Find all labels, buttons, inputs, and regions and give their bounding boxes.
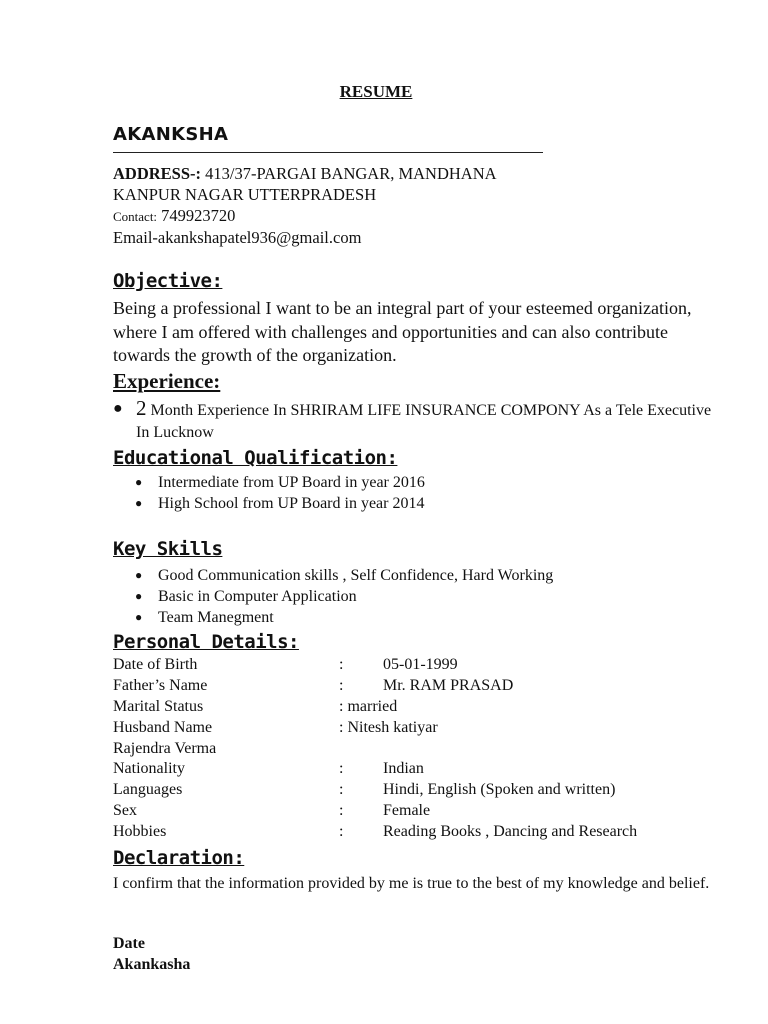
detail-colon: : [339, 676, 344, 694]
name-divider [113, 152, 543, 153]
address-value: 413/37-PARGAI BANGAR, MANDHANA [201, 164, 497, 183]
date-label: Date [113, 935, 145, 952]
detail-colon: : [339, 760, 344, 778]
declaration-text: I confirm that the information provided by me is true to the best of my knowledge and belief. [113, 875, 710, 892]
detail-value: Female [383, 802, 431, 820]
list-item: ● Intermediate from UP Board in year 2016 [113, 472, 425, 493]
detail-label: Father’s Name [113, 676, 208, 694]
contact-line [113, 205, 497, 227]
address-separator: -: [190, 164, 202, 183]
contact-value: 749923720 [157, 206, 236, 225]
list-item: ● Team Manegment [113, 607, 553, 628]
detail-label: Marital Status [113, 697, 204, 715]
address-line-1 [113, 163, 497, 184]
detail-label: Rajendra Verma [113, 739, 217, 757]
experience-duration: 2 [136, 396, 147, 420]
education-list [113, 472, 425, 514]
detail-colon: : married [339, 697, 398, 715]
address-label: ADDRESS [113, 164, 191, 183]
detail-value: Mr. RAM PRASAD [383, 676, 514, 694]
detail-value: 05-01-1999 [383, 656, 458, 673]
list-item: ● Good Communication skills , Self Confidence, Hard Working [113, 565, 553, 586]
list-item: ● Basic in Computer Application [113, 586, 553, 607]
objective-heading: Objective: [113, 270, 223, 292]
detail-colon: : Nitesh katiyar [339, 718, 438, 736]
bullet-icon: ● [113, 400, 123, 417]
detail-label: Languages [113, 781, 183, 799]
personal-heading: Personal Details: [113, 631, 299, 653]
detail-colon: : [339, 656, 344, 673]
detail-label: Sex [113, 802, 137, 820]
document-title: RESUME [339, 82, 413, 101]
detail-label: Husband Name [113, 718, 213, 736]
detail-label: Nationality [113, 760, 185, 778]
email-line: Email-akankshapatel936@gmail.com [113, 228, 362, 247]
contact-label: Contact: [113, 209, 158, 224]
detail-value: Indian [383, 760, 424, 778]
experience-heading: Experience: [113, 369, 221, 393]
detail-label: Date of Birth [113, 656, 198, 673]
objective-text: Being a professional I want to be an integral part of your esteemed organization, where I am offered with challenges and opportunities and can also contribute towards the growth of the organization. [113, 298, 692, 365]
list-item: ● High School from UP Board in year 2014 [113, 493, 425, 514]
contact-block [113, 163, 497, 248]
candidate-name: AKANKSHA [113, 124, 229, 145]
detail-value: Hindi, English (Spoken and written) [383, 781, 616, 799]
experience-item [113, 397, 713, 444]
skills-list [113, 565, 553, 628]
experience-text: Month Experience In SHRIRAM LIFE INSURANCE COMPONY As a Tele Executive In Lucknow [136, 402, 712, 441]
detail-value: Reading Books , Dancing and Research [383, 823, 638, 841]
address-line-2: KANPUR NAGAR UTTERPRADESH [113, 185, 377, 204]
signature-name: Akankasha [113, 956, 191, 973]
detail-colon: : [339, 802, 344, 820]
skills-heading: Key Skills [113, 538, 223, 560]
detail-label: Hobbies [113, 823, 167, 841]
detail-colon: : [339, 823, 344, 841]
detail-colon: : [339, 781, 344, 799]
education-heading: Educational Qualification: [113, 447, 398, 469]
declaration-heading: Declaration: [113, 847, 245, 869]
